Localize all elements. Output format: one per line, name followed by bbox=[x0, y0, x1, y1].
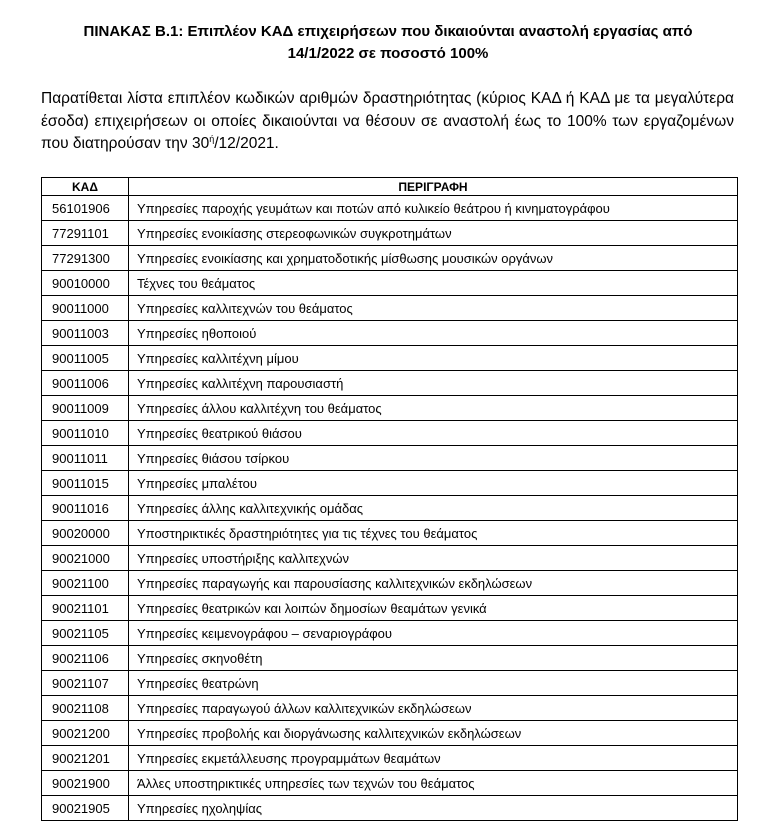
kad-code: 90011005 bbox=[42, 346, 129, 371]
kad-description: Υποστηρικτικές δραστηριότητες για τις τέχνες του θεάματος bbox=[129, 521, 738, 546]
table-row bbox=[42, 396, 738, 421]
kad-description: Υπηρεσίες ενοικίασης και χρηματοδοτικής μίσθωσης μουσικών οργάνων bbox=[129, 246, 738, 271]
kad-description: Υπηρεσίες θιάσου τσίρκου bbox=[129, 446, 738, 471]
kad-code: 90011015 bbox=[42, 471, 129, 496]
table-row bbox=[42, 446, 738, 471]
kad-description: Υπηρεσίες ηθοποιού bbox=[129, 321, 738, 346]
kad-description: Υπηρεσίες εκμετάλλευσης προγραμμάτων θεαμάτων bbox=[129, 746, 738, 771]
kad-code: 56101906 bbox=[42, 196, 129, 221]
kad-description: Τέχνες του θεάματος bbox=[129, 271, 738, 296]
kad-code: 90011006 bbox=[42, 371, 129, 396]
kad-code: 90021200 bbox=[42, 721, 129, 746]
table-row bbox=[42, 696, 738, 721]
kad-code: 90011000 bbox=[42, 296, 129, 321]
kad-code: 90010000 bbox=[42, 271, 129, 296]
kad-code: 90011016 bbox=[42, 496, 129, 521]
table-row bbox=[42, 546, 738, 571]
kad-code: 90021106 bbox=[42, 646, 129, 671]
table-row bbox=[42, 771, 738, 796]
kad-code: 90011003 bbox=[42, 321, 129, 346]
kad-code: 90011009 bbox=[42, 396, 129, 421]
table-row bbox=[42, 196, 738, 221]
table-row bbox=[42, 421, 738, 446]
table-row bbox=[42, 296, 738, 321]
kad-description: Υπηρεσίες σκηνοθέτη bbox=[129, 646, 738, 671]
table-row bbox=[42, 671, 738, 696]
kad-code: 90021108 bbox=[42, 696, 129, 721]
table-row bbox=[42, 621, 738, 646]
kad-description: Υπηρεσίες προβολής και διοργάνωσης καλλιτεχνικών εκδηλώσεων bbox=[129, 721, 738, 746]
intro-text: Παρατίθεται λίστα επιπλέον κωδικών αριθμών δραστηριότητας (κύριος ΚΑΔ ή ΚΑΔ με τα μεγαλύτερα έσοδα) επιχειρήσεων οι οποίες δικαιούνται να θέσουν σε αναστολή έως το 100% των εργαζομένων που διατηρούσαν την 30 bbox=[41, 90, 734, 152]
document-title bbox=[40, 21, 736, 65]
kad-description: Υπηρεσίες παροχής γευμάτων και ποτών από κυλικείο θεάτρου ή κινηματογράφου bbox=[129, 196, 738, 221]
title-line-1: ΠΙΝΑΚΑΣ Β.1: Επιπλέον ΚΑΔ επιχειρήσεων που δικαιούνται αναστολή εργασίας από bbox=[83, 23, 693, 40]
kad-table bbox=[41, 177, 738, 821]
kad-code: 90021107 bbox=[42, 671, 129, 696]
kad-code: 90021105 bbox=[42, 621, 129, 646]
table-row bbox=[42, 246, 738, 271]
table-row bbox=[42, 221, 738, 246]
kad-description: Υπηρεσίες θεατρικών και λοιπών δημοσίων θεαμάτων γενικά bbox=[129, 596, 738, 621]
table-row bbox=[42, 721, 738, 746]
kad-description: Υπηρεσίες υποστήριξης καλλιτεχνών bbox=[129, 546, 738, 571]
table-body bbox=[42, 196, 738, 821]
kad-description: Υπηρεσίες παραγωγής και παρουσίασης καλλιτεχνικών εκδηλώσεων bbox=[129, 571, 738, 596]
kad-description: Υπηρεσίες θεατρώνη bbox=[129, 671, 738, 696]
kad-code: 90020000 bbox=[42, 521, 129, 546]
table-row bbox=[42, 596, 738, 621]
kad-code: 77291300 bbox=[42, 246, 129, 271]
table-row bbox=[42, 646, 738, 671]
intro-end: /12/2021. bbox=[214, 135, 279, 152]
table-row bbox=[42, 271, 738, 296]
table-row bbox=[42, 371, 738, 396]
table-row bbox=[42, 471, 738, 496]
kad-code: 90021201 bbox=[42, 746, 129, 771]
kad-code: 90011011 bbox=[42, 446, 129, 471]
intro-paragraph bbox=[41, 88, 734, 156]
kad-description: Υπηρεσίες θεατρικού θιάσου bbox=[129, 421, 738, 446]
kad-description: Υπηρεσίες ενοικίασης στερεοφωνικών συγκροτημάτων bbox=[129, 221, 738, 246]
kad-description: Υπηρεσίες καλλιτέχνη μίμου bbox=[129, 346, 738, 371]
kad-code: 90021000 bbox=[42, 546, 129, 571]
kad-description: Υπηρεσίες παραγωγού άλλων καλλιτεχνικών εκδηλώσεων bbox=[129, 696, 738, 721]
kad-code: 90021101 bbox=[42, 596, 129, 621]
header-description: ΠΕΡΙΓΡΑΦΗ bbox=[129, 178, 738, 196]
kad-description: Υπηρεσίες καλλιτεχνών του θεάματος bbox=[129, 296, 738, 321]
kad-description: Υπηρεσίες μπαλέτου bbox=[129, 471, 738, 496]
kad-description: Άλλες υποστηρικτικές υπηρεσίες των τεχνών του θεάματος bbox=[129, 771, 738, 796]
table-row bbox=[42, 746, 738, 771]
header-kad: ΚΑΔ bbox=[42, 178, 129, 196]
table-row bbox=[42, 571, 738, 596]
table-header-row bbox=[42, 178, 738, 196]
kad-code: 90021905 bbox=[42, 796, 129, 821]
table-row bbox=[42, 496, 738, 521]
table-row bbox=[42, 346, 738, 371]
title-line-2: 14/1/2022 σε ποσοστό 100% bbox=[287, 45, 489, 62]
table-row bbox=[42, 796, 738, 821]
kad-description: Υπηρεσίες άλλης καλλιτεχνικής ομάδας bbox=[129, 496, 738, 521]
kad-code: 90021900 bbox=[42, 771, 129, 796]
kad-description: Υπηρεσίες καλλιτέχνη παρουσιαστή bbox=[129, 371, 738, 396]
kad-code: 90011010 bbox=[42, 421, 129, 446]
kad-code: 77291101 bbox=[42, 221, 129, 246]
table-row bbox=[42, 521, 738, 546]
kad-description: Υπηρεσίες ηχοληψίας bbox=[129, 796, 738, 821]
intro-superscript: ή bbox=[209, 133, 215, 144]
kad-description: Υπηρεσίες άλλου καλλιτέχνη του θεάματος bbox=[129, 396, 738, 421]
kad-description: Υπηρεσίες κειμενογράφου – σεναριογράφου bbox=[129, 621, 738, 646]
table-row bbox=[42, 321, 738, 346]
kad-code: 90021100 bbox=[42, 571, 129, 596]
